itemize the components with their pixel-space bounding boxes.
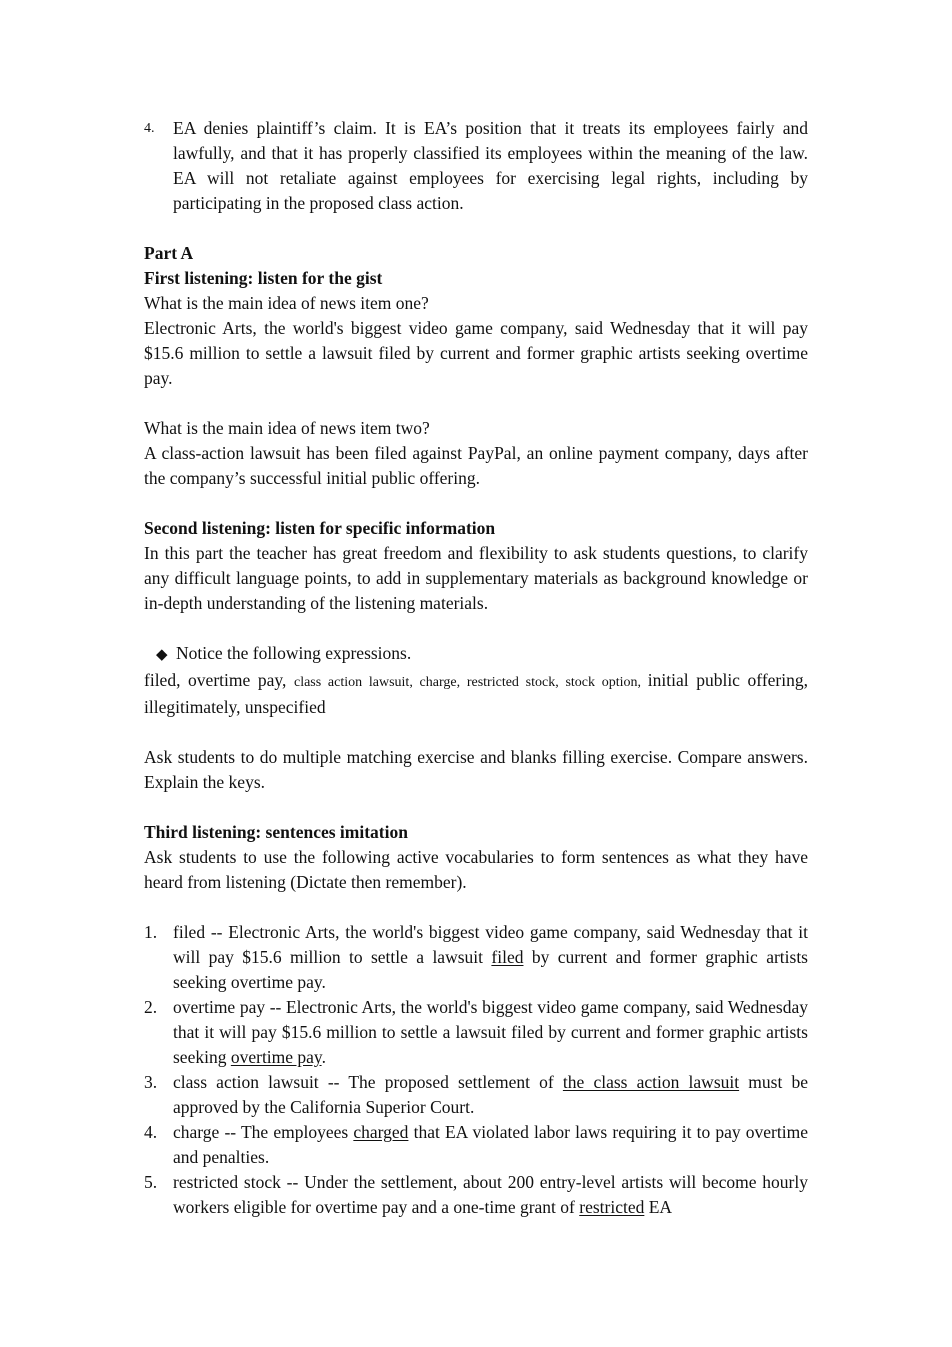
expressions-list [144, 668, 808, 720]
list-number: 5. [144, 1172, 158, 1192]
underlined-term: the class action lawsuit [562, 1072, 740, 1092]
document-page [144, 116, 808, 1220]
question-item-one: What is the main idea of news item one? [144, 293, 429, 313]
expressions-part-a: filed, overtime pay, [144, 670, 294, 690]
item-text: charge -- The employees [173, 1122, 354, 1142]
list-number: 4. [144, 121, 155, 136]
notice-line [144, 641, 808, 668]
intro-list-item [144, 116, 808, 216]
list-item [144, 1170, 808, 1220]
diamond-bullet-icon: ◆ [156, 647, 168, 663]
item-text: filed -- Electronic Arts, the world's biggest video game company, said Wednesday that it will pay $15.6 million to settle a lawsuit [173, 922, 808, 967]
item-text: must be approved by the California Superior Court. [173, 1072, 808, 1117]
answer-item-two: A class-action lawsuit has been filed against PayPal, an online payment company, days after the company’s successful initial public offering. [144, 443, 808, 488]
list-item-text: EA denies plaintiff’s claim. It is EA’s position that it treats its employees fairly and lawfully, and that it has properly classified its employees within the meaning of the law. EA will not retaliate against employees for exercising legal rights, including by participating in the proposed class action. [173, 118, 808, 213]
question-item-two: What is the main idea of news item two? [144, 418, 430, 438]
exercise-instructions: Ask students to do multiple matching exercise and blanks filling exercise. Compare answers. Explain the keys. [144, 747, 808, 792]
underlined-term: restricted [579, 1197, 645, 1217]
expressions-part-b: class action lawsuit, charge, restricted stock, stock option, [293, 675, 648, 690]
item-text: that EA violated labor laws requiring it to pay overtime and penalties. [173, 1122, 808, 1167]
first-listening-heading: First listening: listen for the gist [144, 268, 383, 288]
answer-item-one: Electronic Arts, the world's biggest video game company, said Wednesday that it will pay $15.6 million to settle a lawsuit filed by current and former graphic artists seeking overtime pay. [144, 318, 808, 388]
underlined-term: filed [491, 947, 524, 967]
list-number: 1. [144, 922, 158, 942]
second-listening-paragraph: In this part the teacher has great freedom and flexibility to ask students questions, to clarify any difficult language points, to add in supplementary materials as background knowledge or in-depth understanding of the listening materials. [144, 543, 808, 613]
list-item [144, 1120, 808, 1170]
list-item [144, 920, 808, 995]
list-item [144, 1070, 808, 1120]
list-item [144, 995, 808, 1070]
list-number: 2. [144, 997, 158, 1017]
item-text: restricted stock -- Under the settlement, about 200 entry-level artists will become hourly workers eligible for overtime pay and a one-time grant of [173, 1172, 808, 1217]
second-listening-heading: Second listening: listen for specific information [144, 518, 496, 538]
list-number: 3. [144, 1072, 158, 1092]
vocabulary-list [144, 920, 808, 1220]
third-listening-heading: Third listening: sentences imitation [144, 822, 408, 842]
list-number: 4. [144, 1122, 158, 1142]
expressions-part-c: initial public offering, illegitimately, unspecified [144, 670, 808, 717]
item-text: by current and former graphic artists seeking overtime pay. [173, 947, 808, 992]
item-text: . [321, 1047, 326, 1067]
item-text: class action lawsuit -- The proposed settlement of [173, 1072, 563, 1092]
item-text: EA [644, 1197, 673, 1217]
item-text: overtime pay -- Electronic Arts, the world's biggest video game company, said Wednesday that it will pay $15.6 million to settle a lawsuit filed by current and former graphic artists seeking [173, 997, 808, 1067]
underlined-term: charged [353, 1122, 409, 1142]
third-listening-paragraph: Ask students to use the following active vocabularies to form sentences as what they have heard from listening (Dictate then remember). [144, 847, 808, 892]
notice-text: Notice the following expressions. [176, 643, 412, 663]
underlined-term: overtime pay [230, 1047, 322, 1067]
part-a-heading: Part A [144, 243, 194, 263]
